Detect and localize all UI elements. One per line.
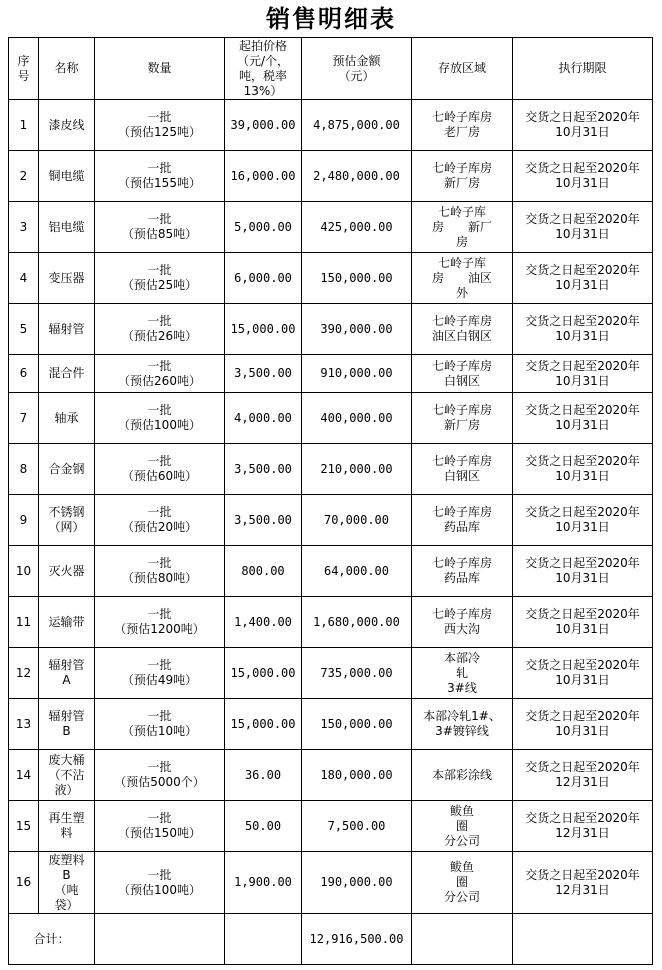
row-qty: 一批 （预估260吨） (95, 355, 225, 393)
row-amount: 390,000.00 (302, 304, 412, 355)
row-price: 3,500.00 (225, 495, 302, 546)
row-price: 15,000.00 (225, 304, 302, 355)
row-price: 1,900.00 (225, 852, 302, 914)
row-qty: 一批 （预估100吨） (95, 852, 225, 914)
header-name: 名称 (39, 38, 95, 100)
row-price: 1,400.00 (225, 597, 302, 648)
total-qty-empty (95, 914, 225, 965)
row-area: 本部冷轧1#、 3#镀锌线 (412, 699, 513, 750)
row-period: 交货之日起至2020年 12月31日 (513, 750, 653, 801)
row-area: 七岭子库房 药品库 (412, 495, 513, 546)
row-period: 交货之日起至2020年 10月31日 (513, 648, 653, 699)
row-period: 交货之日起至2020年 10月31日 (513, 699, 653, 750)
row-name: 轴承 (39, 393, 95, 444)
total-amount: 12,916,500.00 (302, 914, 412, 965)
table-row (9, 852, 653, 914)
table-row (9, 253, 653, 304)
table-row (9, 100, 653, 151)
table-row (9, 304, 653, 355)
row-qty: 一批 （预估26吨） (95, 304, 225, 355)
row-seq: 5 (9, 304, 39, 355)
sales-detail-table (8, 37, 653, 965)
row-price: 3,500.00 (225, 444, 302, 495)
table-row (9, 393, 653, 444)
row-qty: 一批 （预估85吨） (95, 202, 225, 253)
row-name: 漆皮线 (39, 100, 95, 151)
row-price: 39,000.00 (225, 100, 302, 151)
row-amount: 4,875,000.00 (302, 100, 412, 151)
table-row (9, 495, 653, 546)
row-qty: 一批 （预估5000个） (95, 750, 225, 801)
row-seq: 6 (9, 355, 39, 393)
table-row (9, 202, 653, 253)
row-area: 七岭子库 房 新厂 房 (412, 202, 513, 253)
row-area: 鲅鱼 圈 分公司 (412, 801, 513, 852)
row-qty: 一批 （预估49吨） (95, 648, 225, 699)
row-amount: 64,000.00 (302, 546, 412, 597)
row-amount: 7,500.00 (302, 801, 412, 852)
row-seq: 2 (9, 151, 39, 202)
row-price: 4,000.00 (225, 393, 302, 444)
row-name: 混合件 (39, 355, 95, 393)
row-seq: 12 (9, 648, 39, 699)
table-row (9, 750, 653, 801)
row-area: 七岭子库房 药品库 (412, 546, 513, 597)
row-amount: 210,000.00 (302, 444, 412, 495)
table-row (9, 648, 653, 699)
row-qty: 一批 （预估10吨） (95, 699, 225, 750)
row-period: 交货之日起至2020年 10月31日 (513, 253, 653, 304)
row-amount: 190,000.00 (302, 852, 412, 914)
table-row (9, 546, 653, 597)
row-amount: 150,000.00 (302, 699, 412, 750)
header-row (9, 38, 653, 100)
row-period: 交货之日起至2020年 12月31日 (513, 852, 653, 914)
row-area: 七岭子库房 油区白钢区 (412, 304, 513, 355)
row-price: 16,000.00 (225, 151, 302, 202)
total-price-empty (225, 914, 302, 965)
row-period: 交货之日起至2020年 10月31日 (513, 304, 653, 355)
row-period: 交货之日起至2020年 10月31日 (513, 444, 653, 495)
row-name: 不锈钢 （网） (39, 495, 95, 546)
row-price: 6,000.00 (225, 253, 302, 304)
row-period: 交货之日起至2020年 10月31日 (513, 355, 653, 393)
row-seq: 1 (9, 100, 39, 151)
row-name: 辐射管 B (39, 699, 95, 750)
row-qty: 一批 （预估150吨） (95, 801, 225, 852)
table-row (9, 699, 653, 750)
page-title: 销售明细表 (266, 4, 396, 33)
row-qty: 一批 （预估20吨） (95, 495, 225, 546)
table-row (9, 597, 653, 648)
row-qty: 一批 （预估1200吨） (95, 597, 225, 648)
table-body (9, 100, 653, 914)
row-name: 合金钢 (39, 444, 95, 495)
row-period: 交货之日起至2020年 12月31日 (513, 801, 653, 852)
row-seq: 8 (9, 444, 39, 495)
row-seq: 13 (9, 699, 39, 750)
total-period-empty (513, 914, 653, 965)
row-price: 3,500.00 (225, 355, 302, 393)
header-area: 存放区域 (412, 38, 513, 100)
row-qty: 一批 （预估60吨） (95, 444, 225, 495)
row-seq: 16 (9, 852, 39, 914)
row-qty: 一批 （预估80吨） (95, 546, 225, 597)
row-period: 交货之日起至2020年 10月31日 (513, 495, 653, 546)
row-price: 5,000.00 (225, 202, 302, 253)
row-area: 七岭子库房 白钢区 (412, 444, 513, 495)
row-amount: 910,000.00 (302, 355, 412, 393)
row-amount: 70,000.00 (302, 495, 412, 546)
row-name: 铝电缆 (39, 202, 95, 253)
row-period: 交货之日起至2020年 10月31日 (513, 546, 653, 597)
row-amount: 2,480,000.00 (302, 151, 412, 202)
row-seq: 10 (9, 546, 39, 597)
row-seq: 11 (9, 597, 39, 648)
total-area-empty (412, 914, 513, 965)
row-seq: 7 (9, 393, 39, 444)
row-price: 800.00 (225, 546, 302, 597)
row-area: 七岭子库房 白钢区 (412, 355, 513, 393)
header-period: 执行期限 (513, 38, 653, 100)
row-period: 交货之日起至2020年 10月31日 (513, 151, 653, 202)
row-price: 50.00 (225, 801, 302, 852)
row-amount: 180,000.00 (302, 750, 412, 801)
row-amount: 400,000.00 (302, 393, 412, 444)
row-name: 废塑料 B （吨 袋） (39, 852, 95, 914)
row-price: 15,000.00 (225, 699, 302, 750)
row-seq: 14 (9, 750, 39, 801)
row-name: 铜电缆 (39, 151, 95, 202)
header-price: 起拍价格 （元/个， 吨，税率 13%） (225, 38, 302, 100)
row-area: 本部彩涂线 (412, 750, 513, 801)
row-seq: 4 (9, 253, 39, 304)
row-area: 七岭子库房 新厂房 (412, 151, 513, 202)
row-price: 36.00 (225, 750, 302, 801)
row-name: 再生塑 料 (39, 801, 95, 852)
total-row (9, 914, 653, 965)
row-name: 变压器 (39, 253, 95, 304)
row-area: 鲅鱼 圈 分公司 (412, 852, 513, 914)
row-amount: 150,000.00 (302, 253, 412, 304)
row-period: 交货之日起至2020年 10月31日 (513, 100, 653, 151)
header-seq: 序 号 (9, 38, 39, 100)
row-qty: 一批 （预估125吨） (95, 100, 225, 151)
row-seq: 15 (9, 801, 39, 852)
row-qty: 一批 （预估100吨） (95, 393, 225, 444)
row-amount: 735,000.00 (302, 648, 412, 699)
row-name: 运输带 (39, 597, 95, 648)
row-period: 交货之日起至2020年 10月31日 (513, 393, 653, 444)
row-area: 七岭子库房 老厂房 (412, 100, 513, 151)
table-row (9, 801, 653, 852)
header-amount: 预估金额 （元） (302, 38, 412, 100)
row-price: 15,000.00 (225, 648, 302, 699)
header-qty: 数量 (95, 38, 225, 100)
table-row (9, 151, 653, 202)
row-period: 交货之日起至2020年 10月31日 (513, 597, 653, 648)
row-name: 废大桶 （不沾 液） (39, 750, 95, 801)
row-area: 七岭子库 房 油区 外 (412, 253, 513, 304)
row-qty: 一批 （预估155吨） (95, 151, 225, 202)
total-label: 合计： (9, 914, 95, 965)
row-area: 本部冷 轧 3#线 (412, 648, 513, 699)
row-amount: 425,000.00 (302, 202, 412, 253)
table-row (9, 355, 653, 393)
row-name: 辐射管 (39, 304, 95, 355)
row-period: 交货之日起至2020年 10月31日 (513, 202, 653, 253)
row-area: 七岭子库房 新厂房 (412, 393, 513, 444)
row-amount: 1,680,000.00 (302, 597, 412, 648)
row-area: 七岭子库房 西大沟 (412, 597, 513, 648)
row-seq: 3 (9, 202, 39, 253)
row-name: 灭火器 (39, 546, 95, 597)
row-qty: 一批 （预估25吨） (95, 253, 225, 304)
row-name: 辐射管 A (39, 648, 95, 699)
table-row (9, 444, 653, 495)
row-seq: 9 (9, 495, 39, 546)
